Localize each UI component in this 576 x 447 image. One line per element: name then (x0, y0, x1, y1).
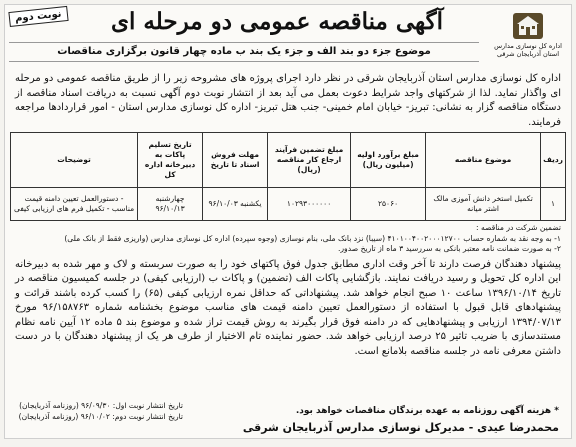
table-cell: ۲۵۰۶۰ (351, 188, 426, 221)
submission-paragraph: پیشنهاد دهندگان فرصت دارند تا آخر وقت اداری مطابق جدول فوق پاکتهای خود را به صورت سربسته و لاک و مهر شده به دبیرخانه این اداره کل تحویل و رسید دریافت نمایند. بازگشایی پاکات الف (تضمین) و پاکات ب (ارزیابی کیفی) در جلسه کمیسیون مناقصه در تاریخ ۱۳۹۶/۱۰/۱۴ ساعت ۱۰ صبح انجام خواهد شد. پیشنهاداتی که حداقل نمره ارزیابی کیفی (۶۵) را کسب کرده باشند قرائت و پیشنهادهای قابل قبول با استفاده از دستورالعمل تعیین دامنه قیمت های مناسب موضوع بخشنامه شماره ۹۶/۱۵۸۷۶۳ مورخ ۱۳۹۴/۰۷/۱۳ ارزیابی و پیشنهادهایی که در دامنه فوق قرار بگیرند به روش قیمت تراز شده و موضوع بند ۵ ماده ۱۲ آیین نامه نظام مستندسازی با ضریب تاثیر ۲۵ درصد ارزیابی خواهد شد. حضور نماینده تام الاختیار از طرف هر یک از پیشنهاد دهندگان با در دست داشتن معرفی نامه در جلسه مناقصه بلامانع است. (15, 258, 562, 357)
table-header-row (11, 133, 566, 188)
publication-date-line: تاریخ انتشار نوبت اول: ۹۶/۰۹/۳۰ (روزنامه آذربایجان) (19, 401, 183, 410)
notice-title: آگهی مناقصه عمومی دو مرحله ای (111, 8, 443, 35)
publication-dates (13, 401, 183, 422)
guarantee-notes (5, 221, 571, 255)
school-building-icon (511, 11, 545, 41)
note-line: ۲- به صورت ضمانت نامه معتبر بانکی به سررسید ۳ ماه از تاریخ صدور. (337, 244, 561, 253)
table-cell: تکمیل استخر دانش آموزی مالک اشتر میانه (426, 188, 541, 221)
tender-table (10, 132, 566, 221)
column-header: مهلت فروش اسناد تا تاریخ (203, 133, 268, 188)
ad-cost-note: * هزینه آگهی روزنامه به عهده برندگان مناقصات خواهد بود. (295, 406, 559, 416)
organization-name: اداره کل نوسازی مدارس استان آذربایجان شرقی (494, 42, 562, 58)
signature: محمدرضا عیدی - مدیرکل نوسازی مدارس آذربایجان شرقی (242, 421, 559, 434)
notice-header (5, 5, 571, 69)
organization-logo (493, 11, 563, 58)
note-line: تضمین شرکت در مناقصه : (475, 223, 561, 232)
column-header: تاریخ تسلیم پاکات به دبیرخانه اداره کل (138, 133, 203, 188)
column-header: توضیحات (11, 133, 138, 188)
tender-notice (4, 4, 572, 439)
table-cell: چهارشنبه ۹۶/۱۰/۱۳ (138, 188, 203, 221)
notice-subject: موضوع جزء دو بند الف و جزء یک بند ب ماده چهار قانون برگزاری مناقصات (9, 42, 479, 62)
note-line: ۱- به وجه نقد به شماره حساب ۴۱۰۱۰۰۴۰۰۲۰۰۰۱۲۷۰۰ (سیبا) نزد بانک ملی، بنام نوسازی (وجوه سپرده) اداره کل نوسازی مدارس (واریزی فقط از بانک ملی) (64, 233, 561, 243)
column-header: مبلغ تضمین فرآیند ارجاع کار مناقصه (ریال) (268, 133, 351, 188)
table-row (11, 188, 566, 221)
column-header: مبلغ برآورد اولیه (میلیون ریال) (351, 133, 426, 188)
table-cell: ۱ (541, 188, 566, 221)
publication-date-line: تاریخ انتشار نوبت دوم: ۹۶/۱۰/۰۲ (روزنامه آذربایجان) (18, 411, 183, 421)
table-cell: - دستورالعمل تعیین دامنه قیمت مناسب - تکمیل فرم های ارزیابی کیفی (11, 188, 138, 221)
column-header: ردیف (541, 133, 566, 188)
table-cell: یکشنبه ۹۶/۱۰/۰۳ (203, 188, 268, 221)
edition-badge: نوبت دوم (8, 6, 68, 27)
table-cell: ۱۰۲۹۳۰۰۰۰۰۰ (268, 188, 351, 221)
column-header: موضوع مناقصه (426, 133, 541, 188)
intro-paragraph: اداره کل نوسازی مدارس استان آذربایجان شرقی در نظر دارد اجرای پروژه های مشروحه زیر را از طریق مناقصه عمومی دو مرحله ای واگذار نماید. لذا از شرکتهای واجد شرایط دعوت بعمل می آید بعد از انتشار نوبت دوم آگهی نسبت به دریافت اسناد مناقصه از دستگاه مناقصه گزار به نشانی: تبریز- خیابان امام خمینی- جنب هتل تبریز- اداره کل نوسازی مدارس استان - امور قراردادها مراجعه فرمایند. (15, 73, 561, 128)
